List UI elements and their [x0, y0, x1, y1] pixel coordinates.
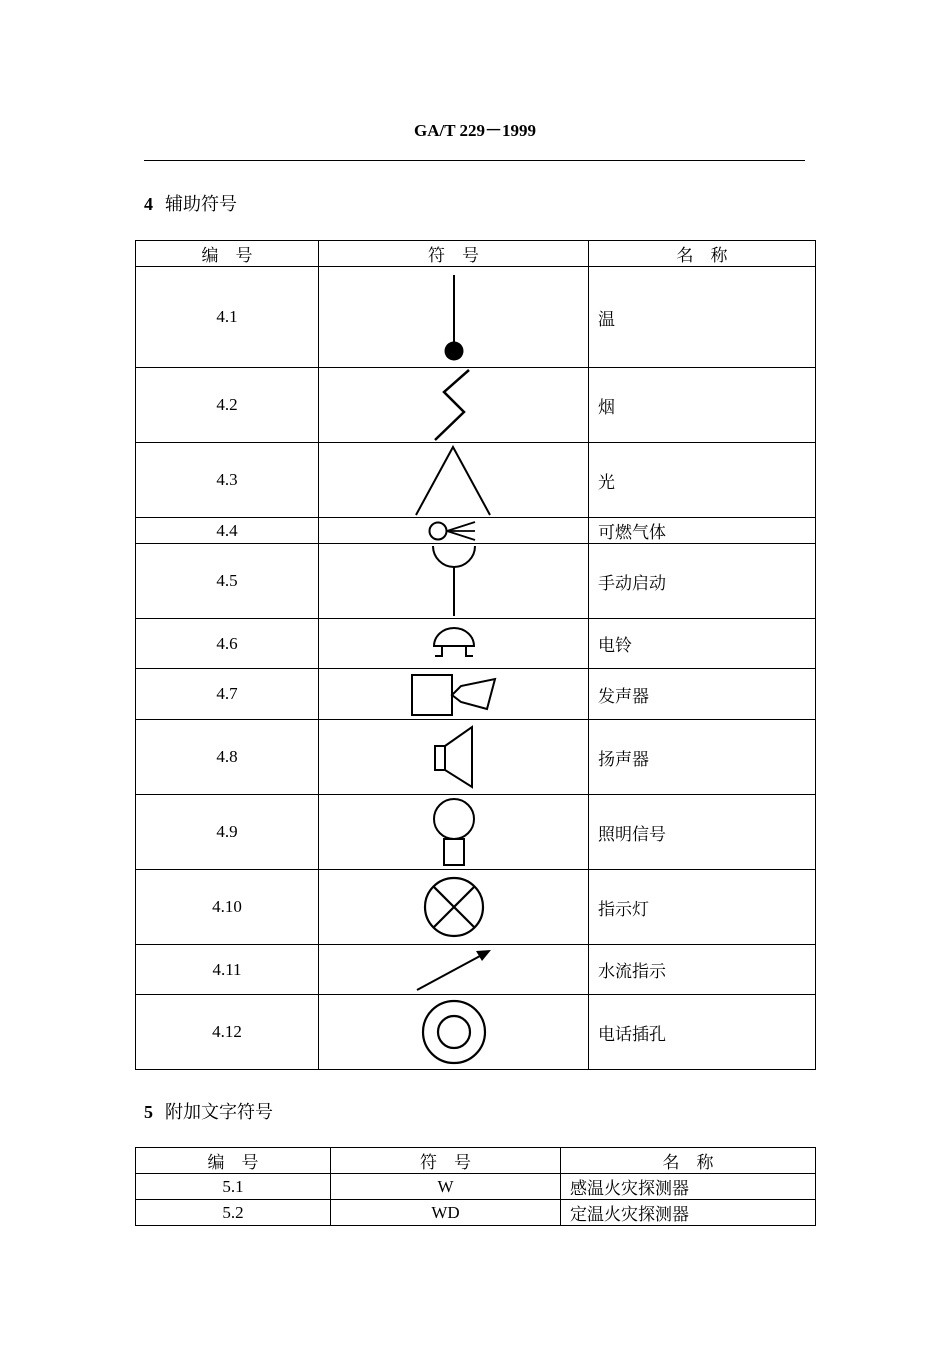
table-row: [136, 1174, 816, 1200]
bell-icon: [429, 624, 479, 664]
manual-start-icon: [429, 544, 479, 618]
section-title: 辅助符号: [165, 194, 237, 215]
symbol-cell: [319, 518, 589, 544]
row-number: 5.1: [136, 1174, 331, 1200]
symbol-cell: [319, 544, 589, 619]
symbol-cell: [319, 267, 589, 368]
section-4-heading: [144, 190, 237, 216]
table-header-row: [136, 241, 816, 267]
table-row: [136, 368, 816, 443]
symbol-cell: [319, 619, 589, 669]
row-number: 4.7: [136, 669, 319, 720]
table-header-row: [136, 1148, 816, 1174]
symbol-cell: [319, 995, 589, 1070]
row-name: 电话插孔: [589, 995, 816, 1070]
speaker-icon: [429, 724, 479, 790]
row-name: 指示灯: [589, 870, 816, 945]
row-name: 定温火灾探测器: [561, 1200, 816, 1226]
temperature-icon: [434, 270, 474, 365]
section-number: 4: [144, 194, 153, 214]
column-header: 名 称: [589, 241, 816, 267]
water-flow-icon: [414, 947, 494, 993]
row-number: 4.9: [136, 795, 319, 870]
row-name: 发声器: [589, 669, 816, 720]
row-symbol: WD: [331, 1200, 561, 1226]
row-number: 4.5: [136, 544, 319, 619]
symbol-cell: [319, 669, 589, 720]
row-name: 水流指示: [589, 945, 816, 995]
header-rule: [144, 160, 805, 161]
row-number: 4.8: [136, 720, 319, 795]
row-name: 可燃气体: [589, 518, 816, 544]
table-row: [136, 619, 816, 669]
phone-jack-icon: [419, 997, 489, 1067]
symbol-cell: [319, 945, 589, 995]
table-row: [136, 795, 816, 870]
table-row: [136, 945, 816, 995]
row-number: 4.2: [136, 368, 319, 443]
table-row: [136, 669, 816, 720]
gas-icon: [427, 519, 481, 543]
section-5-heading: [144, 1098, 273, 1124]
row-name: 光: [589, 443, 816, 518]
row-symbol: W: [331, 1174, 561, 1200]
row-name: 电铃: [589, 619, 816, 669]
table-row: [136, 267, 816, 368]
row-number: 4.10: [136, 870, 319, 945]
row-number: 4.3: [136, 443, 319, 518]
text-symbols-table: [135, 1147, 816, 1226]
row-name: 照明信号: [589, 795, 816, 870]
symbol-cell: [319, 870, 589, 945]
row-number: 4.6: [136, 619, 319, 669]
column-header: 符 号: [319, 241, 589, 267]
column-header: 符 号: [331, 1148, 561, 1174]
light-icon: [414, 443, 494, 517]
section-number: 5: [144, 1102, 153, 1122]
table-row: [136, 995, 816, 1070]
table-row: [136, 870, 816, 945]
row-number: 4.1: [136, 267, 319, 368]
table-row: [136, 443, 816, 518]
row-name: 感温火灾探测器: [561, 1174, 816, 1200]
row-name: 手动启动: [589, 544, 816, 619]
table-row: [136, 720, 816, 795]
auxiliary-symbols-table: [135, 240, 816, 1070]
sounder-icon: [409, 670, 499, 718]
table-row: [136, 518, 816, 544]
row-name: 温: [589, 267, 816, 368]
document-code: GA/T 229－1999: [413, 121, 536, 140]
column-header: 编 号: [136, 241, 319, 267]
symbol-cell: [319, 795, 589, 870]
row-number: 4.4: [136, 518, 319, 544]
indicator-lamp-icon: [421, 874, 487, 940]
column-header: 名 称: [561, 1148, 816, 1174]
row-number: 4.11: [136, 945, 319, 995]
row-number: 5.2: [136, 1200, 331, 1226]
lighting-signal-icon: [429, 795, 479, 869]
section-title: 附加文字符号: [165, 1102, 273, 1123]
row-name: 扬声器: [589, 720, 816, 795]
column-header: 编 号: [136, 1148, 331, 1174]
smoke-icon: [429, 368, 479, 442]
row-name: 烟: [589, 368, 816, 443]
table-row: [136, 544, 816, 619]
row-number: 4.12: [136, 995, 319, 1070]
symbol-cell: [319, 443, 589, 518]
symbol-cell: [319, 368, 589, 443]
table-row: [136, 1200, 816, 1226]
symbol-cell: [319, 720, 589, 795]
